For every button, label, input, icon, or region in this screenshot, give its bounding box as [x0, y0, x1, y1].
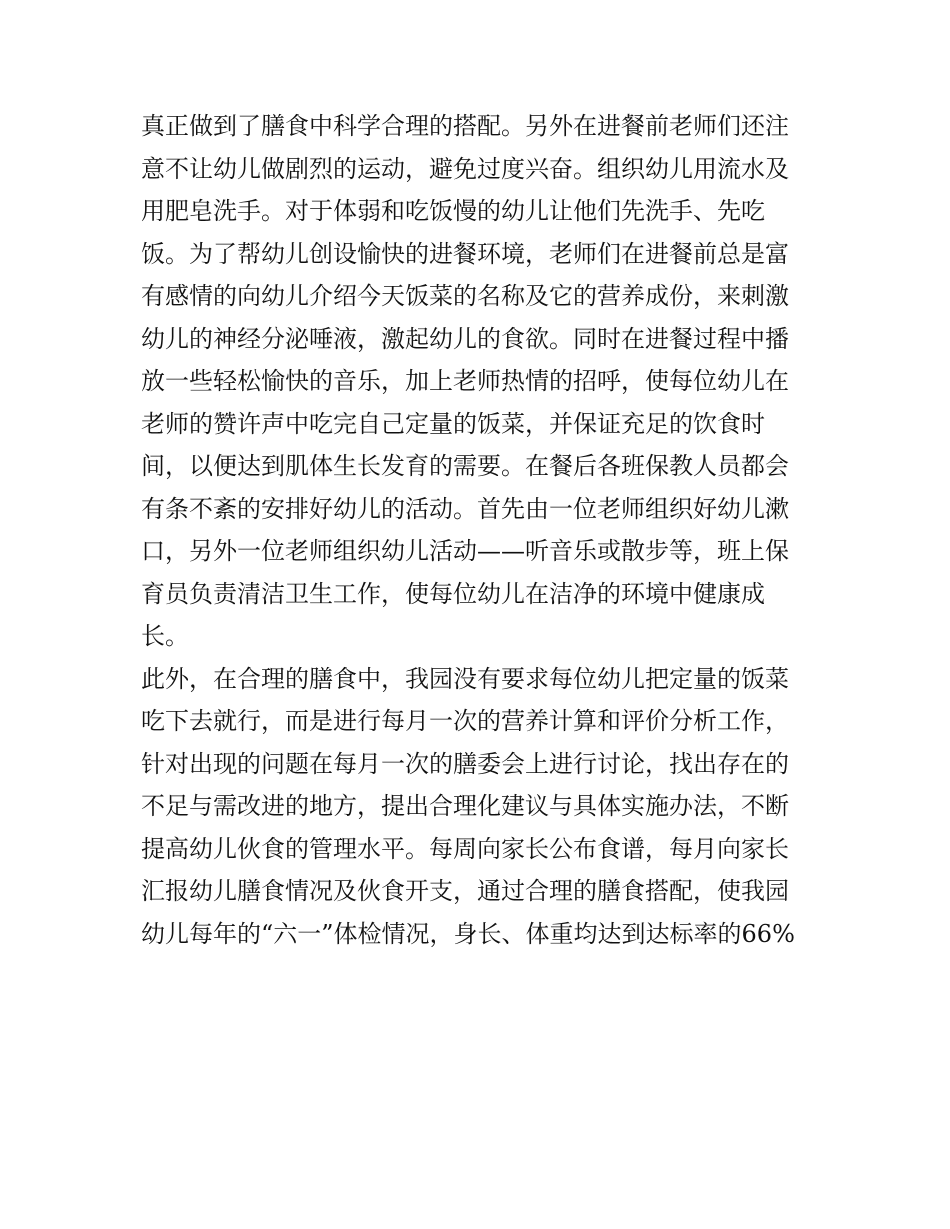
text-line: 不足与需改进的地方，提出合理化建议与具体实施办法，不断 — [141, 792, 789, 820]
text-line: 此外，在合理的膳食中，我园没有要求每位幼儿把定量的饭菜 — [141, 664, 789, 693]
text-line: 口，另外一位老师组织幼儿活动——听音乐或散步等，班上保 — [141, 537, 789, 565]
text-line: 汇报幼儿膳食情况及伙食开支，通过合理的膳食搭配，使我园 — [141, 877, 789, 905]
text-line: 幼儿的神经分泌唾液，激起幼儿的食欲。同时在进餐过程中播 — [141, 324, 789, 353]
text-line: 有条不紊的安排好幼儿的活动。首先由一位老师组织好幼儿漱 — [141, 494, 789, 523]
paragraph-1 — [141, 105, 821, 658]
text-line: 针对出现的问题在每月一次的膳委会上进行讨论，找出存在的 — [141, 749, 789, 778]
text-line: 提高幼儿伙食的管理水平。每周向家长公布食谱，每月向家长 — [141, 834, 789, 863]
text-line: 放一些轻松愉快的音乐，加上老师热情的招呼，使每位幼儿在 — [141, 367, 789, 395]
text-line: 真正做到了膳食中科学合理的搭配。另外在进餐前老师们还注 — [141, 112, 789, 140]
text-line: 育员负责清洁卫生工作，使每位幼儿在洁净的环境中健康成 — [141, 579, 765, 608]
text-line: 幼儿每年的“六一”体检情况，身长、体重均达到达标率的66% — [141, 919, 795, 948]
document-body — [141, 105, 821, 955]
text-line: 有感情的向幼儿介绍今天饭菜的名称及它的营养成份，来刺激 — [141, 282, 789, 310]
text-line: 间，以便达到肌体生长发育的需要。在餐后各班保教人员都会 — [141, 452, 789, 480]
text-line: 吃下去就行，而是进行每月一次的营养计算和评价分析工作， — [141, 707, 789, 735]
text-line: 老师的赞许声中吃完自己定量的饭菜，并保证充足的饮食时 — [141, 409, 765, 438]
text-line: 意不让幼儿做剧烈的运动，避免过度兴奋。组织幼儿用流水及 — [141, 154, 789, 183]
paragraph-2 — [141, 658, 821, 956]
text-line: 饭。为了帮幼儿创设愉快的进餐环境，老师们在进餐前总是富 — [141, 239, 789, 268]
text-line: 长。 — [141, 622, 189, 650]
text-line: 用肥皂洗手。对于体弱和吃饭慢的幼儿让他们先洗手、先吃 — [141, 197, 765, 225]
